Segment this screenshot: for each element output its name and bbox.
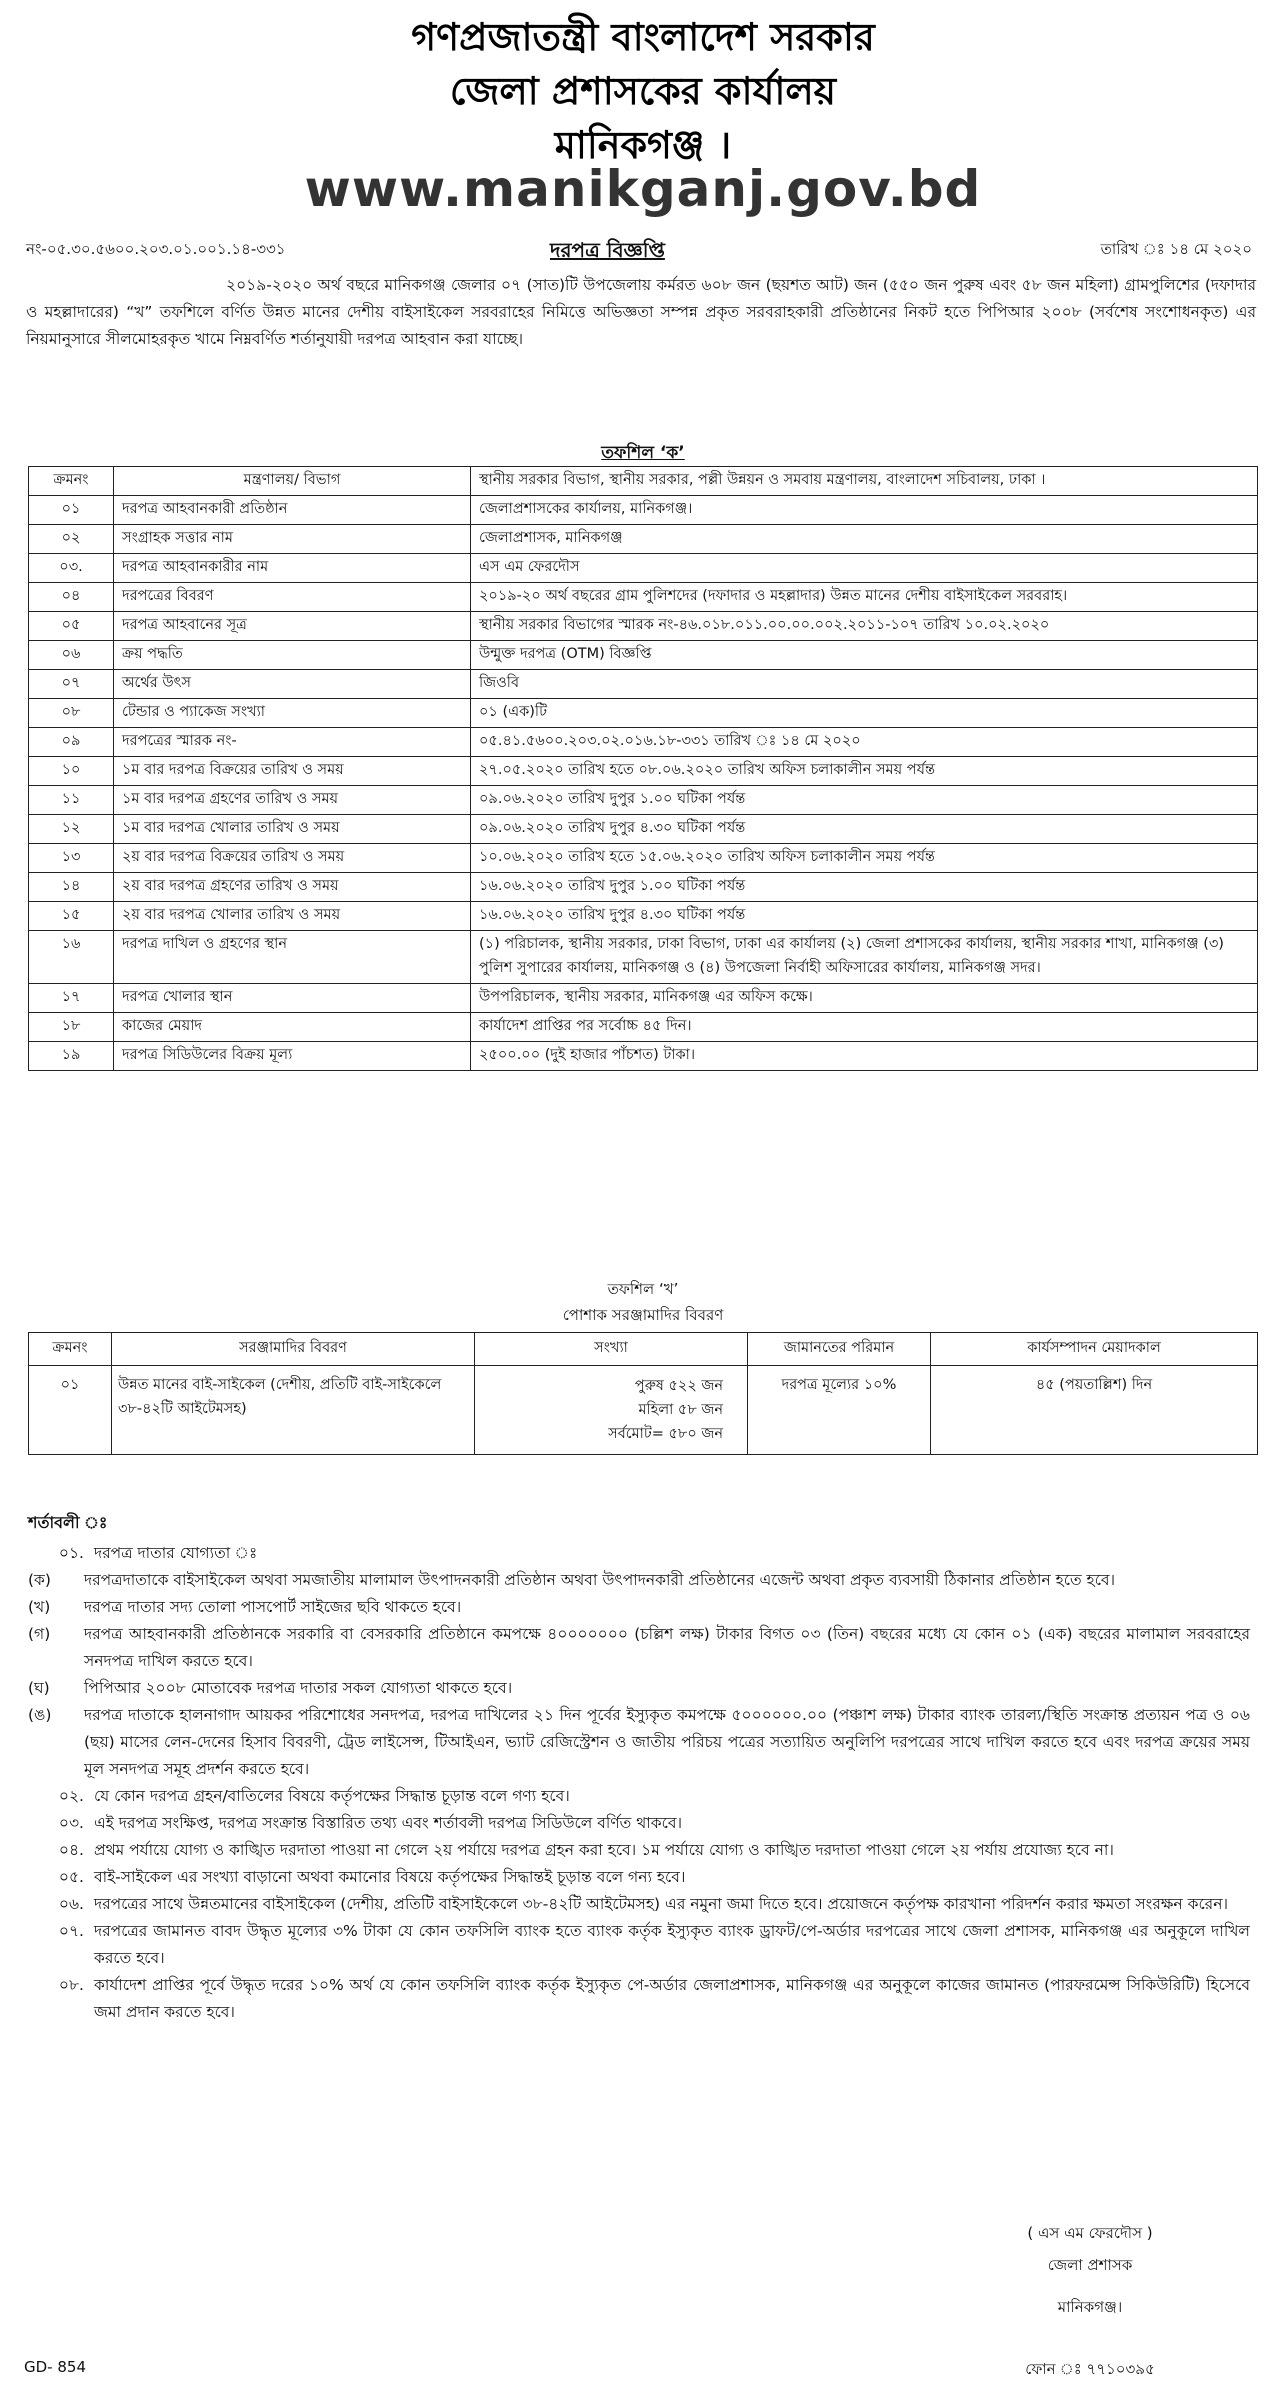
female-count: মহিলা ৫৮ জন	[638, 1402, 723, 1418]
schedule-k-table	[28, 466, 1258, 1071]
table-row	[29, 844, 1258, 873]
term-item	[28, 1837, 1250, 1864]
item-label: ২য় বার দরপত্র গ্রহণের তারিখ ও সময়	[114, 873, 471, 902]
serial-cell: ১১	[29, 786, 114, 815]
schedule-k-header-row	[29, 467, 1258, 496]
district-title: মানিকগঞ্জ ।	[554, 123, 732, 167]
term-text: যে কোন দরপত্র গ্রহন/বাতিলের বিষয়ে কর্তৃপক্ষের সিদ্ধান্ত চূড়ান্ত বলে গণ্য হবে।	[94, 1787, 570, 1805]
serial-cell: ১২	[29, 815, 114, 844]
quantity-cell	[475, 1366, 748, 1455]
schedule-kh-header-row	[29, 1333, 1258, 1366]
item-value: উন্মুক্ত দরপত্র (OTM) বিজ্ঞপ্তি	[471, 641, 1258, 670]
male-count: পুরুষ ৫২২ জন	[634, 1378, 723, 1394]
term-text: দরপত্রের সাথে উন্নতমানের বাইসাইকেল (দেশীয়, প্রতিটি বাইসাইকেলে ৩৮-৪২টি আইটেমসহ) এর নমুনা জমা দিতে হবে। প্রয়োজনে কর্তৃপক্ষ কারখানা পরিদর্শন করার ক্ষমতা সংরক্ষন করেন।	[94, 1895, 1228, 1913]
table-row	[29, 1013, 1258, 1042]
schedule-kh-subtitle: পোশাক সরঞ্জামাদির বিবরণ	[562, 1306, 724, 1324]
term-subitem	[28, 1675, 1250, 1702]
term-text: বাই-সাইকেল এর সংখ্যা বাড়ানো অথবা কমানোর বিষয়ে কর্তৃপক্ষের সিদ্ধান্তই চূড়ান্ত বলে গন্য হবে।	[94, 1868, 686, 1886]
term-text: কার্যাদেশ প্রাপ্তির পূর্বে উদ্ধৃত দরের ১০% অর্থ যে কোন তফসিলি ব্যাংক কর্তৃক ইস্যুকৃত পে-অর্ডার জেলাপ্রশাসক, মানিকগঞ্জ এর অনুকূলে কাজের জামানত (পারফরমেন্স সিকিউরিটি) হিসেবে জমা প্রদান করতে হবে।	[94, 1976, 1250, 2021]
item-value: ০১ (এক)টি	[471, 699, 1258, 728]
item-value: ২৭.০৫.২০২০ তারিখ হতে ০৮.০৬.২০২০ তারিখ অফিস চলাকালীন সময় পর্যন্ত	[471, 757, 1258, 786]
item-value: জেলাপ্রশাসক, মানিকগঞ্জ	[471, 525, 1258, 554]
serial-cell: ১৪	[29, 873, 114, 902]
website-link[interactable]: www.manikganj.gov.bd	[304, 160, 982, 218]
term-number: ০১.	[58, 1544, 84, 1562]
item-label: দরপত্র দাখিল ও গ্রহণের স্থান	[114, 931, 471, 984]
schedule-kh-title: তফশিল ‘খ’	[607, 1280, 679, 1298]
serial-cell: ০৮	[29, 699, 114, 728]
item-value: ২৫০০.০০ (দুই হাজার পাঁচশত) টাকা।	[471, 1042, 1258, 1071]
table-row	[29, 641, 1258, 670]
schedule-k-title: তফশিল ‘ক’	[601, 443, 685, 463]
term-item	[28, 1540, 1250, 1567]
notice-title: দরপত্র বিজ্ঞপ্তি	[550, 238, 665, 262]
govt-title: গণপ্রজাতন্ত্রী বাংলাদেশ সরকার	[411, 15, 875, 59]
serial-cell: ১৯	[29, 1042, 114, 1071]
item-value: জিওবি	[471, 670, 1258, 699]
item-label: ১ম বার দরপত্র গ্রহণের তারিখ ও সময়	[114, 786, 471, 815]
term-text: এই দরপত্র সংক্ষিপ্ত, দরপত্র সংক্রান্ত বিস্তারিত তথ্য এবং শর্তাবলী দরপত্র সিডিউলে বর্ণিত থাকবে।	[94, 1814, 682, 1832]
term-text: দরপত্র দাতার সদ্য তোলা পাসপোর্ট সাইজের ছবি থাকতে হবে।	[84, 1598, 462, 1616]
item-value: কার্যাদেশ প্রাপ্তির পর সর্বোচ্চ ৪৫ দিন।	[471, 1013, 1258, 1042]
serial-cell: ০৩.	[29, 554, 114, 583]
item-label: ২য় বার দরপত্র খোলার তারিখ ও সময়	[114, 902, 471, 931]
serial-cell: ১০	[29, 757, 114, 786]
item-value: ১৬.০৬.২০২০ তারিখ দুপুর ৪.৩০ ঘটিকা পর্যন্ত	[471, 902, 1258, 931]
term-text: দরপত্রদাতাকে বাইসাইকেল অথবা সমজাতীয় মালামাল উৎপাদনকারী প্রতিষ্ঠান অথবা উৎপাদনকারী প্রতিষ্ঠানের এজেন্ট অথবা প্রকৃত ব্যবসায়ী ঠিকানার প্রতিষ্ঠান হতে হবে।	[84, 1571, 1116, 1589]
serial-cell: ০৬	[29, 641, 114, 670]
term-text: দরপত্র আহবানকারী প্রতিষ্ঠানকে সরকারি বা বেসরকারি প্রতিষ্ঠানে কমপক্ষে ৪০০০০০০০ (চল্লিশ লক্ষ) টাকার বিগত ০৩ (তিন) বছরের মধ্যে যে কোন ০১ (এক) বছরের মালামাল সরবরাহের সনদপত্র দাখিল করতে হবে।	[84, 1625, 1250, 1670]
term-subitem	[28, 1621, 1250, 1675]
office-title: জেলা প্রশাসকের কার্যালয়	[449, 69, 837, 113]
item-value: উপপরিচালক, স্থানীয় সরকার, মানিকগঞ্জ এর অফিস কক্ষে।	[471, 984, 1258, 1013]
serial-cell: ০৪	[29, 583, 114, 612]
item-label: টেন্ডার ও প্যাকেজ সংখ্যা	[114, 699, 471, 728]
header-cell: সংখ্যা	[475, 1333, 748, 1366]
header-cell: কার্যসম্পাদন মেয়াদকাল	[931, 1333, 1258, 1366]
item-label: দরপত্র খোলার স্থান	[114, 984, 471, 1013]
term-item	[28, 1810, 1250, 1837]
table-row	[29, 612, 1258, 641]
header-cell: ক্রমনং	[29, 1333, 112, 1366]
serial-cell: ০৯	[29, 728, 114, 757]
serial-cell: ১৫	[29, 902, 114, 931]
item-value: ১৬.০৬.২০২০ তারিখ দুপুর ১.০০ ঘটিকা পর্যন্ত	[471, 873, 1258, 902]
item-label: দরপত্র সিডিউলের বিক্রয় মূল্য	[114, 1042, 471, 1071]
term-item	[28, 1918, 1250, 1972]
table-row	[29, 728, 1258, 757]
term-number: ০৪.	[58, 1841, 84, 1859]
item-label: ১ম বার দরপত্র বিক্রয়ের তারিখ ও সময়	[114, 757, 471, 786]
item-value: স্থানীয় সরকার বিভাগের স্মারক নং-৪৬.০১৮.০১১.০০.০০.০০২.২০১১-১০৭ তারিখ ১০.০২.২০২০	[471, 612, 1258, 641]
term-number: (খ)	[28, 1598, 51, 1616]
header-cell: ক্রমনং	[29, 467, 114, 496]
item-label: দরপত্র আহবানকারীর নাম	[114, 554, 471, 583]
signatory-designation: জেলা প্রশাসক	[1047, 2256, 1133, 2274]
term-number: ০৩.	[58, 1814, 84, 1832]
item-label: ক্রয় পদ্ধতি	[114, 641, 471, 670]
item-label: অর্থের উৎস	[114, 670, 471, 699]
serial-cell: ০৭	[29, 670, 114, 699]
table-row	[29, 984, 1258, 1013]
table-row	[29, 815, 1258, 844]
term-item	[28, 1891, 1250, 1918]
header-cell: মন্ত্রণালয়/ বিভাগ	[114, 467, 471, 496]
term-number: ০৫.	[58, 1868, 84, 1886]
notice-date: তারিখ ঃ ১৪ মে ২০২০	[1100, 240, 1252, 258]
item-label: দরপত্রের বিবরণ	[114, 583, 471, 612]
serial-cell: ১৭	[29, 984, 114, 1013]
header-cell: জামানতের পরিমান	[748, 1333, 931, 1366]
term-text: দরপত্র দাতাকে হালনাগাদ আয়কর পরিশোধের সনদপত্র, দরপত্র দাখিলের ২১ দিন পূর্বের ইস্যুকৃত কমপক্ষে ৫০০০০০০.০০ (পঞ্চাশ লক্ষ) টাকার ব্যাংক তারল্য/স্থিতি সংক্রান্ত প্রত্যয়ন পত্র ও ০৬ (ছয়) মাসের লেন-দেনের হিসাব বিবরণী, ট্রেড লাইসেন্স, টিআইএন, ভ্যাট রেজিস্ট্রেশন ও জাতীয় পরিচয় পত্রের সত্যায়িত অনুলিপি দরপত্রের সাথে দাখিল করতে হবে এবং দরপত্র ক্রয়ের সময় মূল সনদপত্র সমূহ প্রদর্শন করতে হবে।	[84, 1706, 1250, 1778]
item-label: ১ম বার দরপত্র খোলার তারিখ ও সময়	[114, 815, 471, 844]
term-text: দরপত্রের জামানত বাবদ উদ্ধৃত মূল্যের ৩% টাকা যে কোন তফসিলি ব্যাংক হতে ব্যাংক কর্তৃক ইস্যুকৃত ব্যাংক ড্রাফট/পে-অর্ডার দরপত্রের সাথে জেলা প্রশাসক, মানিকগঞ্জ এর অনুকূলে দাখিল করতে হবে।	[94, 1922, 1250, 1967]
term-item	[28, 1972, 1250, 2026]
table-row	[29, 583, 1258, 612]
term-number: (ঙ)	[28, 1706, 52, 1724]
signatory-place: মানিকগঞ্জ।	[1057, 2298, 1123, 2316]
table-row	[29, 699, 1258, 728]
signatory-name: ( এস এম ফেরদৌস )	[1027, 2224, 1153, 2242]
table-row	[29, 525, 1258, 554]
term-item	[28, 1783, 1250, 1810]
header-cell: সরঞ্জামাদির বিবরণ	[112, 1333, 475, 1366]
table-row	[29, 931, 1258, 984]
item-label: দরপত্র আহবানের সূত্র	[114, 612, 471, 641]
period-cell: ৪৫ (পয়তাল্লিশ) দিন	[931, 1366, 1258, 1455]
item-value: ০৯.০৬.২০২০ তারিখ দুপুর ৪.৩০ ঘটিকা পর্যন্ত	[471, 815, 1258, 844]
term-subitem	[28, 1567, 1250, 1594]
phone-number: ফোন ঃ ৭৭১০৩৯৫	[1025, 2360, 1155, 2378]
item-value: ০৯.০৬.২০২০ তারিখ দুপুর ১.০০ ঘটিকা পর্যন্ত	[471, 786, 1258, 815]
table-row	[29, 786, 1258, 815]
item-value: এস এম ফেরদৌস	[471, 554, 1258, 583]
item-label: দরপত্রের স্মারক নং-	[114, 728, 471, 757]
item-value: ০৫.৪১.৫৬০০.২০৩.০২.০১৬.১৮-৩৩১ তারিখ ঃ ১৪ মে ২০২০	[471, 728, 1258, 757]
intro-paragraph: ২০১৯-২০২০ অর্থ বছরে মানিকগঞ্জ জেলার ০৭ (সাত)টি উপজেলায় কর্মরত ৬০৮ জন (ছয়শত আট) জন (৫৫০ জন পুরুষ এবং ৫৮ জন মহিলা) গ্রামপুলিশের (দফাদার ও মহল্লাদারের) “খ” তফশিলে বর্ণিত উন্নত মানের দেশীয় বাইসাইকেল সরবরাহের নিমিত্তে অভিজ্ঞতা সম্পন্ন প্রকৃত সরবরাহকারী প্রতিষ্ঠানের নিকট হতে পিপিআর ২০০৮ (সর্বশেষ সংশোধনকৃত) এর নিয়মানুসারে সীলমোহরকৃত খামে নিম্নবর্ণিত শর্তানুযায়ী দরপত্র আহবান করা যাচ্ছে।	[26, 276, 1256, 348]
term-text: প্রথম পর্যায়ে যোগ্য ও কাঙ্খিত দরদাতা পাওয়া না গেলে ২য় পর্যায়ে দরপত্র গ্রহন করা হবে। ১ম পর্যায়ে যোগ্য ও কাঙ্খিত দরদাতা পাওয়া গেলে ২য় পর্যায় প্রযোজ্য হবে না।	[94, 1841, 1114, 1859]
terms-heading: শর্তাবলী ঃ	[28, 1513, 108, 1532]
term-text: পিপিআর ২০০৮ মোতাবেক দরপত্র দাতার সকল যোগ্যতা থাকতে হবে।	[84, 1679, 513, 1697]
serial-cell: ১৮	[29, 1013, 114, 1042]
serial-cell: ০৫	[29, 612, 114, 641]
serial-cell: ০১	[29, 496, 114, 525]
term-subitem	[28, 1594, 1250, 1621]
term-number: ০২.	[58, 1787, 84, 1805]
item-value: (১) পরিচালক, স্থানীয় সরকার, ঢাকা বিভাগ, ঢাকা এর কার্যালয় (২) জেলা প্রশাসকের কার্যালয়, স্থানীয় সরকার শাখা, মানিকগঞ্জ (৩) পুলিশ সুপারের কার্যালয়, মানিকগঞ্জ ও (৪) উপজেলা নির্বাহী অফিসারের কার্যালয়, মানিকগঞ্জ সদর।	[471, 931, 1258, 984]
item-label: ২য় বার দরপত্র বিক্রয়ের তারিখ ও সময়	[114, 844, 471, 873]
term-number: (ক)	[28, 1571, 51, 1589]
memo-number: নং-০৫.৩০.৫৬০০.২০৩.০১.০০১.১৪-৩৩১	[26, 240, 286, 258]
item-description: উন্নত মানের বাই-সাইকেল (দেশীয়, প্রতিটি বাই-সাইকেলে ৩৮-৪২টি আইটেমসহ)	[112, 1366, 475, 1455]
terms-list	[28, 1540, 1250, 2026]
table-row	[29, 902, 1258, 931]
term-number: (গ)	[28, 1625, 51, 1643]
item-label: দরপত্র আহবানকারী প্রতিষ্ঠান	[114, 496, 471, 525]
security-cell: দরপত্র মূল্যের ১০%	[748, 1366, 931, 1455]
term-number: ০৭.	[58, 1922, 84, 1940]
item-label: কাজের মেয়াদ	[114, 1013, 471, 1042]
serial-cell: ০২	[29, 525, 114, 554]
item-value: ২০১৯-২০ অর্থ বছরের গ্রাম পুলিশদের (দফাদার ও মহল্লাদার) উন্নত মানের দেশীয় বাইসাইকেল সরবরাহ।	[471, 583, 1258, 612]
term-number: (ঘ)	[28, 1679, 50, 1697]
schedule-kh-table	[28, 1332, 1258, 1455]
item-value: ১০.০৬.২০২০ তারিখ হতে ১৫.০৬.২০২০ তারিখ অফিস চলাকালীন সময় পর্যন্ত	[471, 844, 1258, 873]
table-row	[29, 554, 1258, 583]
item-label: সংগ্রাহক সত্তার নাম	[114, 525, 471, 554]
term-subitem	[28, 1702, 1250, 1783]
serial-cell: ০১	[29, 1366, 112, 1455]
serial-cell: ১৬	[29, 931, 114, 984]
term-item	[28, 1864, 1250, 1891]
term-number: ০৮.	[58, 1976, 84, 1994]
table-row	[29, 757, 1258, 786]
item-value: জেলাপ্রশাসকের কার্যালয়, মানিকগঞ্জ।	[471, 496, 1258, 525]
table-row	[29, 1042, 1258, 1071]
table-row	[29, 1366, 1258, 1455]
term-number: ০৬.	[58, 1895, 84, 1913]
table-row	[29, 873, 1258, 902]
total-count: সর্বমোট= ৫৮০ জন	[608, 1426, 723, 1442]
gd-number: GD- 854	[24, 2358, 86, 2376]
header-cell: স্থানীয় সরকার বিভাগ, স্থানীয় সরকার, পল্লী উন্নয়ন ও সমবায় মন্ত্রণালয়, বাংলাদেশ সচিবালয়, ঢাকা ।	[471, 467, 1258, 496]
table-row	[29, 496, 1258, 525]
serial-cell: ১৩	[29, 844, 114, 873]
term-text: দরপত্র দাতার যোগ্যতা ঃ	[94, 1544, 258, 1562]
table-row	[29, 670, 1258, 699]
